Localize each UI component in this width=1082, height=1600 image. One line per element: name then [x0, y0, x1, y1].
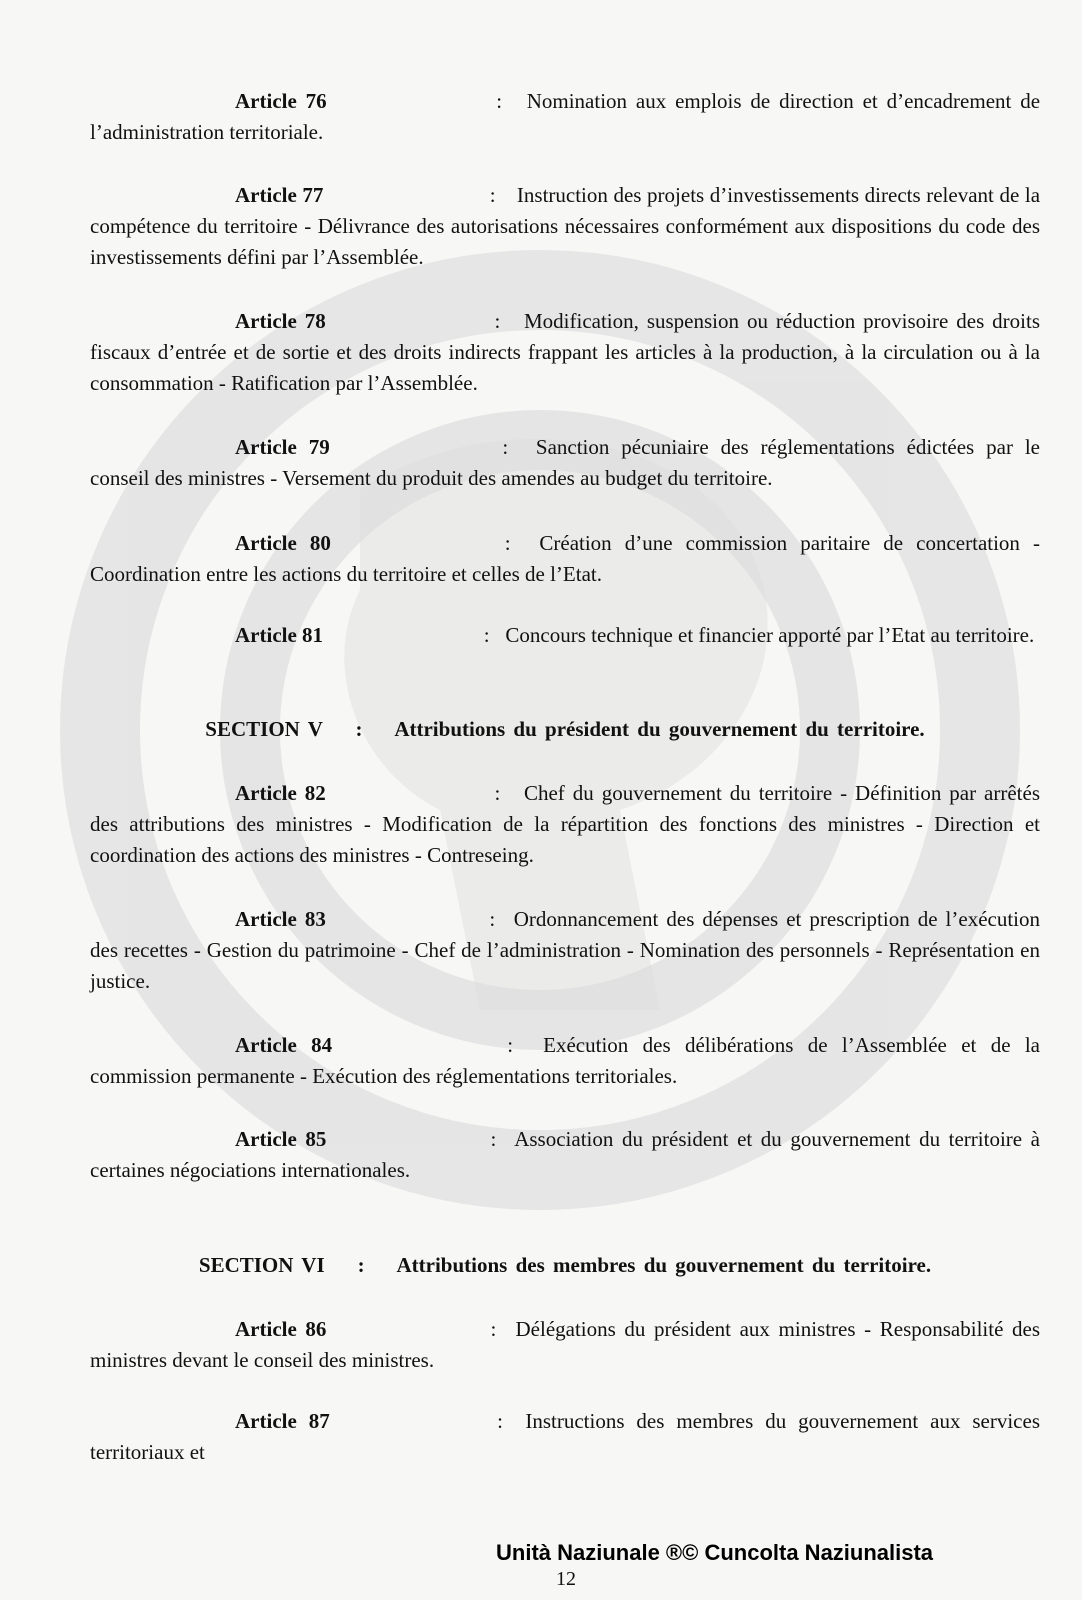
article-summary: Ordonnancement des dépenses et prescription de l’exécution des recettes - Gestion du patrimoine - Chef de l’administration - Nomination des personnels - Représentation en justice.: [90, 907, 1041, 993]
article-summary: Concours technique et financier apporté par l’Etat au territoire.: [505, 623, 1035, 647]
article-summary: Exécution des délibérations de l’Assemblée et de la commission permanente - Exécution des réglementations territoriales.: [90, 1033, 1041, 1088]
article-77: Article 77 : Instruction des projets d’investissements directs relevant de la compétence du territoire - Délivrance des autorisations nécessaires conformément aux dispositions du code des investissements défini par l’Assemblée.: [90, 183, 1041, 269]
article-summary: Nomination aux emplois de direction et d’encadrement de l’administration territoriale.: [90, 89, 1041, 144]
article-label: Article 76: [235, 89, 327, 113]
footer-brand: Unità Naziunale ®© Cuncolta Naziunalista: [496, 1540, 934, 1565]
article-86: Article 86 : Délégations du président aux ministres - Responsabilité des ministres devant le conseil des ministres.: [90, 1317, 1041, 1372]
article-label: Article 80: [235, 531, 331, 555]
section-v-heading: SECTION V : Attributions du président du gouvernement du territoire.: [205, 717, 925, 741]
article-summary: Sanction pécuniaire des réglementations édictées par le conseil des ministres - Versement du produit des amendes au budget du territoire.: [90, 435, 1041, 490]
article-label: Article 86: [235, 1317, 327, 1341]
article-82: Article 82 : Chef du gouvernement du territoire - Définition par arrêtés des attributions des ministres - Modification de la répartition des fonctions des ministres - Direction et coordination des actions des ministres - Contreseing.: [90, 781, 1041, 867]
article-85: Article 85 : Association du président et du gouvernement du territoire à certaines négociations internationales.: [90, 1127, 1041, 1182]
article-81: Article 81 : Concours technique et financier apporté par l’Etat au territoire.: [235, 623, 1035, 647]
article-label: Article 77: [235, 183, 324, 207]
section-label: SECTION V: [205, 717, 323, 741]
article-summary: Instructions des membres du gouvernement aux services territoriaux et: [90, 1409, 1040, 1464]
article-80: Article 80 : Création d’une commission paritaire de concertation - Coordination entre les actions du territoire et celles de l’Etat.: [90, 531, 1040, 586]
section-title: Attributions des membres du gouvernement du territoire.: [396, 1253, 932, 1277]
section-title: Attributions du président du gouvernement du territoire.: [394, 717, 925, 741]
section-label: SECTION VI: [198, 1253, 325, 1277]
article-summary: Modification, suspension ou réduction provisoire des droits fiscaux d’entrée et de sortie et des droits indirects frappant les articles à la production, à la circulation ou à la consommation - Ratification par l’Assemblée.: [90, 309, 1041, 395]
article-78: Article 78 : Modification, suspension ou réduction provisoire des droits fiscaux d’entrée et de sortie et des droits indirects frappant les articles à la production, à la circulation ou à la consommation - Ratification par l’Assemblée.: [90, 309, 1041, 395]
article-summary: Chef du gouvernement du territoire - Définition par arrêtés des attributions des ministres - Modification de la répartition des fonctions des ministres - Direction et coordination des actions des ministres - Contreseing.: [90, 781, 1041, 867]
article-label: Article 85: [235, 1127, 327, 1151]
section-vi-heading: SECTION VI : Attributions des membres du gouvernement du territoire.: [198, 1253, 932, 1277]
article-label: Article 83: [235, 907, 326, 931]
article-79: Article 79 : Sanction pécuniaire des réglementations édictées par le conseil des ministres - Versement du produit des amendes au budget du territoire.: [90, 435, 1041, 490]
article-87: Article 87 : Instructions des membres du gouvernement aux services territoriaux et: [90, 1409, 1040, 1464]
article-summary: Création d’une commission paritaire de concertation - Coordination entre les actions du territoire et celles de l’Etat.: [90, 531, 1040, 586]
article-83: Article 83 : Ordonnancement des dépenses et prescription de l’exécution des recettes - Gestion du patrimoine - Chef de l’administration - Nomination des personnels - Représentation en justice.: [90, 907, 1041, 993]
article-label: Article 78: [235, 309, 326, 333]
page-number: 12: [556, 1568, 576, 1590]
article-label: Article 84: [235, 1033, 333, 1057]
article-summary: Délégations du président aux ministres - Responsabilité des ministres devant le conseil des ministres.: [90, 1317, 1041, 1372]
article-label: Article 81: [235, 623, 324, 647]
article-label: Article 82: [235, 781, 326, 805]
article-label: Article 79: [235, 435, 330, 459]
article-summary: Association du président et du gouvernement du territoire à certaines négociations internationales.: [90, 1127, 1041, 1182]
article-84: Article 84 : Exécution des délibérations de l’Assemblée et de la commission permanente - Exécution des réglementations territoriales.: [90, 1033, 1041, 1088]
article-label: Article 87: [235, 1409, 330, 1433]
article-summary: Instruction des projets d’investissements directs relevant de la compétence du territoire - Délivrance des autorisations nécessaires conformément aux dispositions du code des investissements défini par l’Assemblée.: [90, 183, 1041, 269]
article-76: Article 76 : Nomination aux emplois de direction et d’encadrement de l’administration territoriale.: [90, 89, 1041, 144]
